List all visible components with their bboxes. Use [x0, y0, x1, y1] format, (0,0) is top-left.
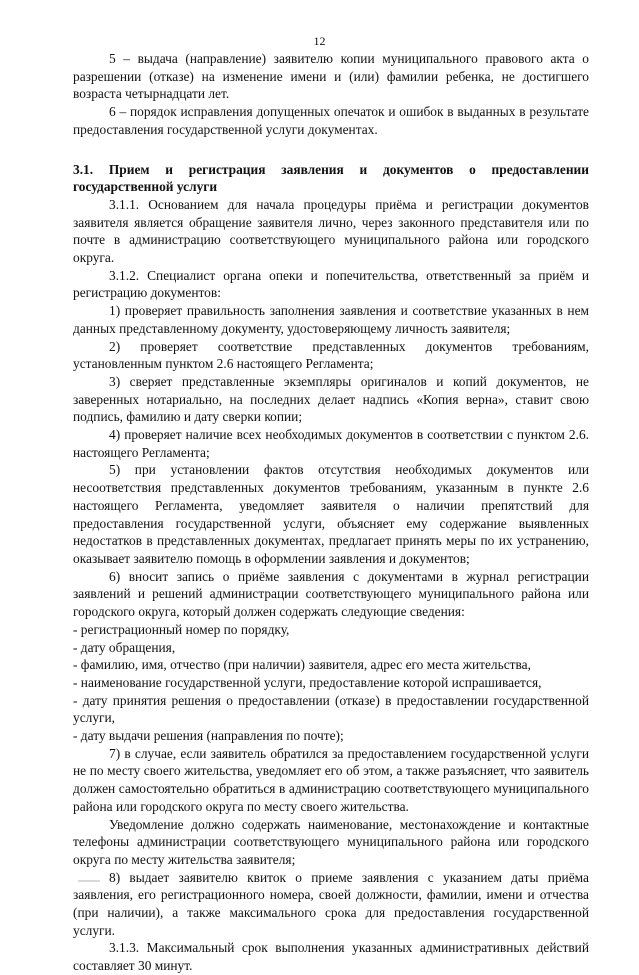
list-item: 4) проверяет наличие всех необходимых документов в соответствии с пунктом 2.6. настоящего Регламента;	[73, 427, 589, 460]
page-number: 12	[313, 34, 326, 48]
list-item: 2) проверяет соответствие представленных документов требованиям, установленным пунктом 2.6 настоящего Регламента;	[73, 338, 589, 372]
dash-item: - наименование государственной услуги, предоставление которой испрашивается,	[73, 674, 542, 690]
paragraph: 3.1.3. Максимальный срок выполнения указанных административных действий составляет 30 минут.	[73, 940, 589, 974]
scan-mark	[78, 880, 100, 882]
document-body	[73, 50, 589, 975]
list-item: 8) выдает заявителю квиток о приеме заявления с указанием даты приёма заявления, его регистрационного номера, своей должности, фамилии, имени и отчества (при наличии), а также максимального срока для предоставления государственной услуги.	[73, 869, 589, 938]
list-item: 5) при установлении фактов отсутствия необходимых документов или несоответствия представленных документов требованиям, указанным в пункте 2.6 настоящего Регламента, уведомляет заявителя о наличии препятствий для предоставления государственной услуги, объясняет ему содержание выявленных недостатков в представленных документах, предлагает принять меры по их устранению, оказывает заявителю помощь в оформлении заявления и документов;	[73, 462, 589, 566]
list-item: 3) сверяет представленные экземпляры оригиналов и копий документов, не заверенных нотариально, на последних делает надпись «Копия верна», ставит свою подпись, фамилию и дату сверки копии;	[73, 373, 589, 425]
paragraph: 6 – порядок исправления допущенных опечаток и ошибок в выданных в результате предоставления государственной услуги документах.	[73, 104, 589, 137]
dash-item: - дату принятия решения о предоставлении (отказе) в предоставлении государственной услуги,	[73, 692, 589, 726]
dash-item: - регистрационный номер по порядку,	[73, 621, 290, 637]
paragraph: 3.1.1. Основанием для начала процедуры приёма и регистрации документов заявителя является обращение заявителя лично, через законного представителя или по почте в администрацию соответствующего муниципального района или городского округа.	[73, 196, 589, 266]
paragraph: Уведомление должно содержать наименование, местонахождение и контактные телефоны администрации соответствующего муниципального района или городского округа по месту жительства заявителя;	[73, 816, 589, 867]
list-item: 7) в случае, если заявитель обратился за предоставлением государственной услуги не по месту своего жительства, уведомляет его об этом, а также разъясняет, что заявитель должен самостоятельно обратиться в администрацию соответствующего муниципального района или городского округа по месту своего жительства.	[73, 745, 589, 814]
paragraph: 5 – выдача (направление) заявителю копии муниципального правового акта о разрешении (отказе) на изменение имени и (или) фамилии ребенка, не достигшего возраста четырнадцати лет.	[73, 51, 589, 102]
list-item: 1) проверяет правильность заполнения заявления и соответствие указанных в нем данных представленному документу, удостоверяющему личность заявителя;	[73, 303, 589, 336]
list-item: 6) вносит запись о приёме заявления с документами в журнал регистрации заявлений и решений администрации соответствующего муниципального района или городского округа, который должен содержать следующие сведения:	[73, 568, 589, 620]
section-heading: 3.1. Прием и регистрация заявления и документов о предоставлении государственной услуги	[73, 161, 589, 195]
dash-item: - дату обращения,	[73, 639, 176, 655]
paragraph: 3.1.2. Специалист органа опеки и попечительства, ответственный за приём и регистрацию документов:	[73, 267, 589, 301]
dash-item: - фамилию, имя, отчество (при наличии) заявителя, адрес его места жительства,	[73, 657, 531, 673]
dash-item: - дату выдачи решения (направления по почте);	[73, 728, 344, 744]
